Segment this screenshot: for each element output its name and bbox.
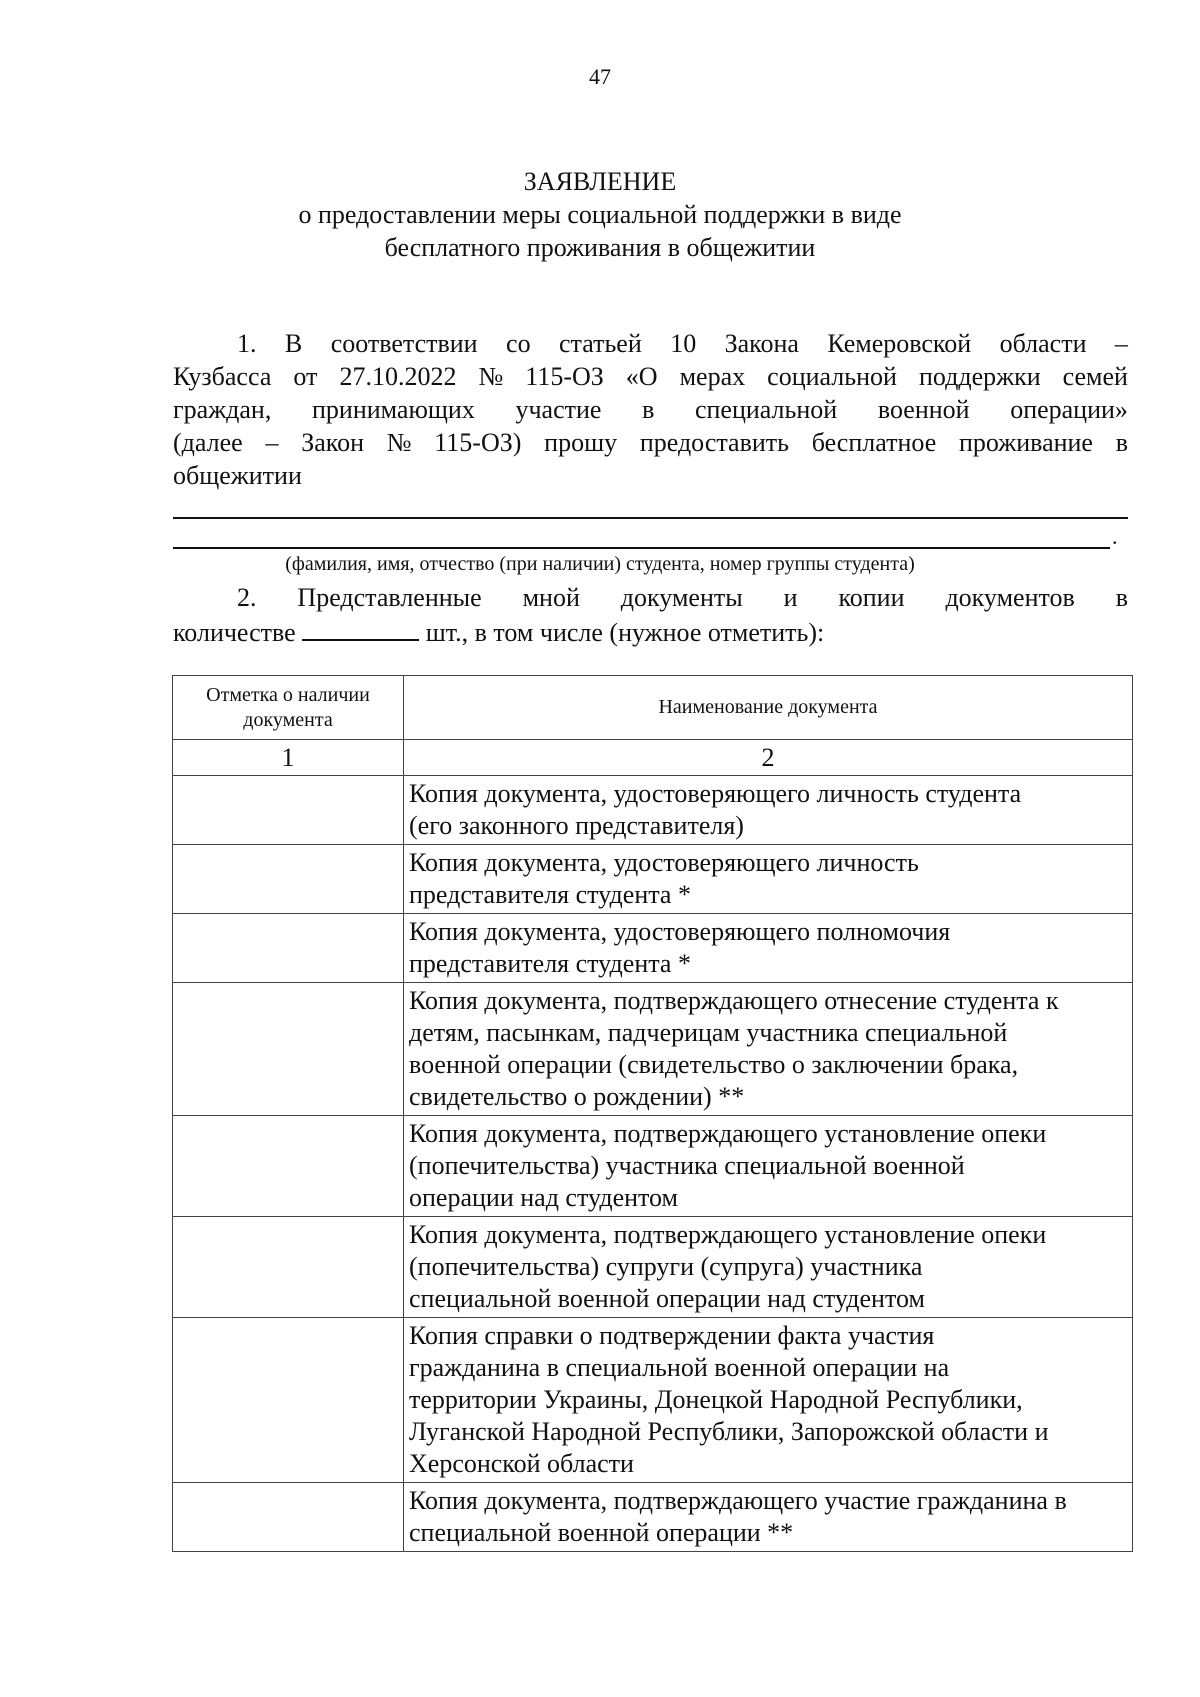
table-column-number-row [173,740,1133,776]
document-name-line: представителя студента * [409,880,691,909]
document-name-line: Копия документа, удостоверяющего полномочия [409,917,951,946]
word: бесплатное [811,428,937,457]
paragraph-1-line [173,360,1128,393]
student-name-rule [173,547,1110,549]
table-row [173,776,1133,845]
document-name-line: Копия справки о подтверждении факта участия [409,1321,935,1350]
word: 115-ОЗ) [434,428,522,457]
document-name-line: военной операции (свидетельство о заключении брака, [409,1050,1019,1079]
word: 1. [237,329,257,358]
paragraph-1 [173,327,1128,492]
word: соответствии [330,329,478,358]
word: в [1115,428,1128,457]
table-row [173,914,1133,983]
student-name-rule [173,517,1128,519]
word: со [506,329,531,358]
word: от [293,362,318,391]
presence-mark-cell[interactable] [173,1116,404,1217]
word: участие [515,395,602,424]
table-row [173,1217,1133,1318]
word: статьей [559,329,642,358]
word: предоставить [639,428,789,457]
paragraph-1-last-line: общежитии [173,461,302,490]
document-name-cell [404,983,1133,1116]
word: № [386,428,412,457]
presence-mark-cell[interactable] [173,776,404,845]
document-name-cell [404,1318,1133,1483]
table-row [173,983,1133,1116]
paragraph-1-line [173,327,1128,360]
table-row [173,1483,1133,1552]
word: в [642,395,655,424]
paragraph-2 [173,581,1128,647]
presence-mark-cell[interactable] [173,1318,404,1483]
word: мной [522,583,580,612]
word: и [783,583,798,612]
document-name-line: представителя студента * [409,949,691,978]
paragraph-1-line [173,426,1128,459]
word: проживание [958,428,1093,457]
document-subtitle-line: бесплатного проживания в общежитии [384,233,816,262]
document-name-line: Луганской Народной Республики, Запорожской области и [409,1417,1049,1446]
document-name-line: свидетельство о рождении) ** [409,1082,745,1111]
document-name-line: Херсонской области [409,1449,634,1478]
paragraph-1-line [173,393,1128,426]
document-name-line: специальной военной операции над студентом [409,1284,925,1313]
presence-mark-cell[interactable] [173,914,404,983]
document-name-line: (попечительства) супруги (супруга) участника [409,1252,923,1281]
word: «О [625,362,658,391]
word: военной [877,395,970,424]
paragraph-2-line [173,614,1128,647]
document-name-line: Копия документа, подтверждающего отнесение студента к [409,986,1059,1015]
document-name-line: территории Украины, Донецкой Народной Республики, [409,1385,1023,1414]
header-presence-mark [173,676,404,740]
document-name-line: (попечительства) участника специальной военной [409,1151,965,1180]
presence-mark-cell[interactable] [173,983,404,1116]
word: семей [1062,362,1128,391]
word: Кемеровской [827,329,972,358]
document-name-cell [404,914,1133,983]
word: поддержки [918,362,1041,391]
word: (далее [173,428,243,457]
document-name-cell [404,776,1133,845]
word: № [478,362,504,391]
word: Представленные [297,583,482,612]
word: 10 [670,329,697,358]
column-number: 2 [404,740,1133,776]
document-name-line: гражданина в специальной военной операции на [409,1353,950,1382]
document-name-line: операции над студентом [409,1183,679,1212]
page-number: 47 [589,64,611,89]
header-line: Отметка о наличии [206,683,370,706]
word: области [999,329,1087,358]
student-name-caption: (фамилия, имя, отчество (при наличии) студента, номер группы студента) [285,553,915,575]
word: Закон [301,428,364,457]
word: 115-ОЗ [525,362,604,391]
header-document-name: Наименование документа [404,676,1133,740]
word: социальной [767,362,897,391]
document-name-cell [404,845,1133,914]
quantity-suffix: шт., в том числе (нужное отметить): [425,618,825,647]
word: документы [620,583,743,612]
word: специальной [694,395,838,424]
documents-table [172,675,1133,1552]
document-name-line: Копия документа, удостоверяющего личность студента [409,779,1022,808]
document-title-block [0,165,1200,264]
document-name-line: детям, пасынкам, падчерицам участника специальной [409,1018,1008,1047]
presence-mark-cell[interactable] [173,1217,404,1318]
document-subtitle-line: о предоставлении меры социальной поддержки в виде [298,200,902,229]
table-header-row [173,676,1133,740]
document-name-line: Копия документа, подтверждающего установление опеки [409,1119,1047,1148]
rule-end-punct: . [1112,524,1118,549]
table-row [173,845,1133,914]
presence-mark-cell[interactable] [173,845,404,914]
paragraph-2-line [173,581,1128,614]
document-name-line: Копия документа, подтверждающего установление опеки [409,1220,1047,1249]
word: прошу [544,428,618,457]
quantity-label: количестве [173,618,296,647]
word: 2. [237,583,257,612]
document-name-cell [404,1116,1133,1217]
word: граждан, [173,395,272,424]
column-number: 1 [173,740,404,776]
document-name-line: специальной военной операции ** [409,1518,794,1547]
word: операции» [1010,395,1128,424]
document-name-line: Копия документа, удостоверяющего личность [409,848,919,877]
word: Закона [724,329,799,358]
document-title: ЗАЯВЛЕНИЕ [523,167,677,196]
word: мерах [679,362,746,391]
presence-mark-cell[interactable] [173,1483,404,1552]
word: принимающих [311,395,475,424]
table-row [173,1116,1133,1217]
document-name-line: Копия документа, подтверждающего участие гражданина в [409,1486,1067,1515]
document-name-cell [404,1483,1133,1552]
word: – [1114,329,1128,358]
word: в [1115,583,1128,612]
word: копии [838,583,905,612]
word: Кузбасса [173,362,272,391]
table-row [173,1318,1133,1483]
word: – [265,428,279,457]
word: 27.10.2022 [339,362,457,391]
header-line: документа [243,708,333,731]
word: В [284,329,303,358]
document-name-line: (его законного представителя) [409,811,744,840]
word: документов [945,583,1075,612]
document-name-cell [404,1217,1133,1318]
quantity-blank[interactable] [302,614,419,641]
